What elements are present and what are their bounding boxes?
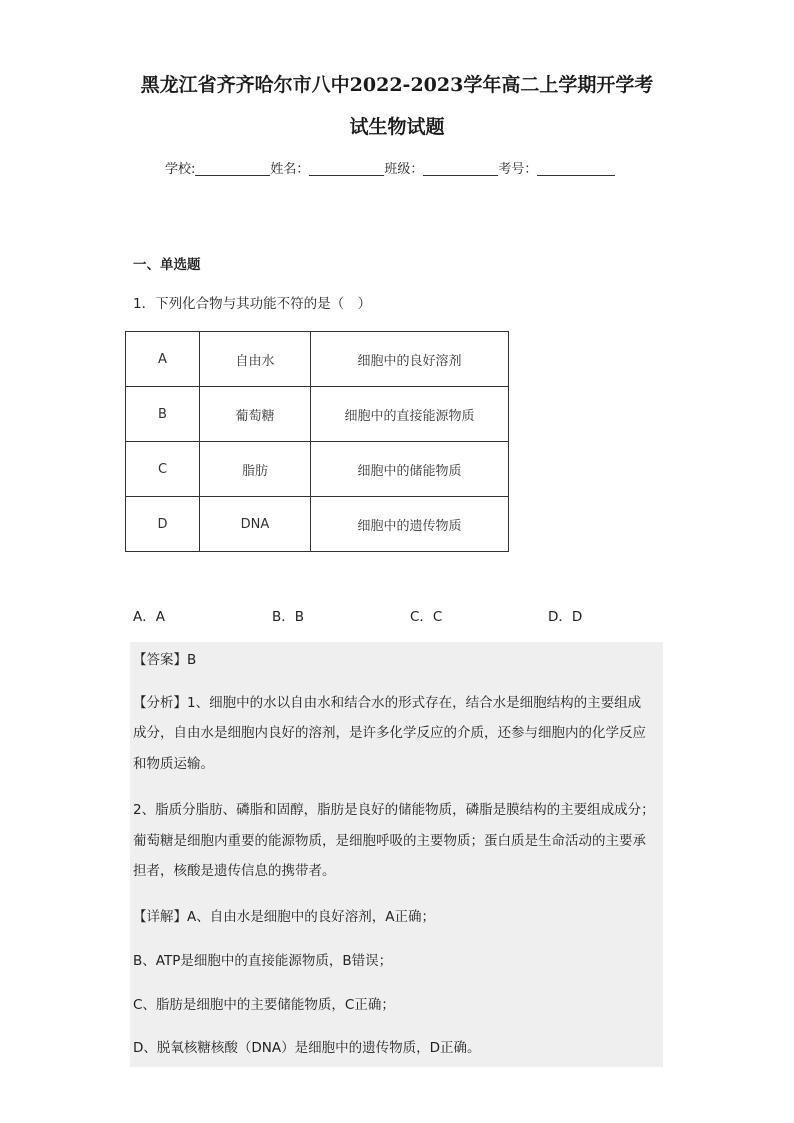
class-label: 班级： bbox=[384, 162, 424, 177]
table-row bbox=[126, 332, 509, 387]
question-stem: 1．下列化合物与其功能不符的是（ ） bbox=[133, 296, 372, 312]
choice-a[interactable]: A．A bbox=[133, 609, 165, 625]
student-info-row bbox=[165, 158, 615, 177]
function-cell: 细胞中的遗传物质 bbox=[311, 497, 509, 552]
class-field[interactable] bbox=[423, 161, 498, 176]
page-title-line-2: 试生物试题 bbox=[349, 116, 445, 138]
analysis-1-line-3: 和物质运输。 bbox=[133, 756, 214, 772]
compound-cell: 葡萄糖 bbox=[200, 387, 311, 442]
option-cell: B bbox=[126, 387, 200, 442]
solution-panel bbox=[130, 642, 663, 1067]
page-title-line-1: 黑龙江省齐齐哈尔市八中2022-2023学年高二上学期开学考 bbox=[140, 74, 654, 96]
option-cell: C bbox=[126, 442, 200, 497]
question-table bbox=[125, 331, 509, 552]
answer-choices bbox=[133, 605, 693, 625]
school-field[interactable] bbox=[195, 161, 270, 176]
exam-no-field[interactable] bbox=[537, 161, 615, 176]
compound-cell: 脂肪 bbox=[200, 442, 311, 497]
choice-c[interactable]: C．C bbox=[410, 609, 443, 625]
analysis-2-line-1: 2、脂质分脂肪、磷脂和固醇，脂肪是良好的储能物质，磷脂是膜结构的主要组成成分； bbox=[133, 802, 655, 818]
analysis-2-line-2: 葡萄糖是细胞内重要的能源物质，是细胞呼吸的主要物质；蛋白质是生命活动的主要承 bbox=[133, 833, 646, 849]
analysis-2-line-3: 担者，核酸是遗传信息的携带者。 bbox=[133, 863, 336, 879]
choice-d[interactable]: D．D bbox=[548, 609, 583, 625]
detail-b: B、ATP是细胞中的直接能源物质，B错误； bbox=[133, 953, 393, 969]
detail-c: C、脂肪是细胞中的主要储能物质，C正确； bbox=[133, 997, 395, 1013]
table-row bbox=[126, 442, 509, 497]
compound-cell: DNA bbox=[200, 497, 311, 552]
function-cell: 细胞中的储能物质 bbox=[311, 442, 509, 497]
analysis-1-line-1: 【分析】1、细胞中的水以自由水和结合水的形式存在，结合水是细胞结构的主要组成 bbox=[133, 695, 642, 711]
option-cell: D bbox=[126, 497, 200, 552]
detail-d: D、脱氧核糖核酸（DNA）是细胞中的遗传物质，D正确。 bbox=[133, 1040, 481, 1056]
section-title: 一、单选题 bbox=[133, 257, 201, 273]
option-cell: A bbox=[126, 332, 200, 387]
function-cell: 细胞中的良好溶剂 bbox=[311, 332, 509, 387]
name-label: 姓名： bbox=[270, 162, 310, 177]
table-row bbox=[126, 497, 509, 552]
answer-text: 【答案】B bbox=[133, 652, 197, 668]
name-field[interactable] bbox=[309, 161, 384, 176]
table-row bbox=[126, 387, 509, 442]
analysis-1-line-2: 成分，自由水是细胞内良好的溶剂，是许多化学反应的介质，还参与细胞内的化学反应 bbox=[133, 725, 646, 741]
detail-a: 【详解】A、自由水是细胞中的良好溶剂，A正确； bbox=[133, 909, 435, 925]
compound-cell: 自由水 bbox=[200, 332, 311, 387]
choice-b[interactable]: B．B bbox=[272, 609, 305, 625]
exam-no-label: 考号： bbox=[498, 162, 538, 177]
function-cell: 细胞中的直接能源物质 bbox=[311, 387, 509, 442]
school-label: 学校: bbox=[165, 162, 196, 177]
